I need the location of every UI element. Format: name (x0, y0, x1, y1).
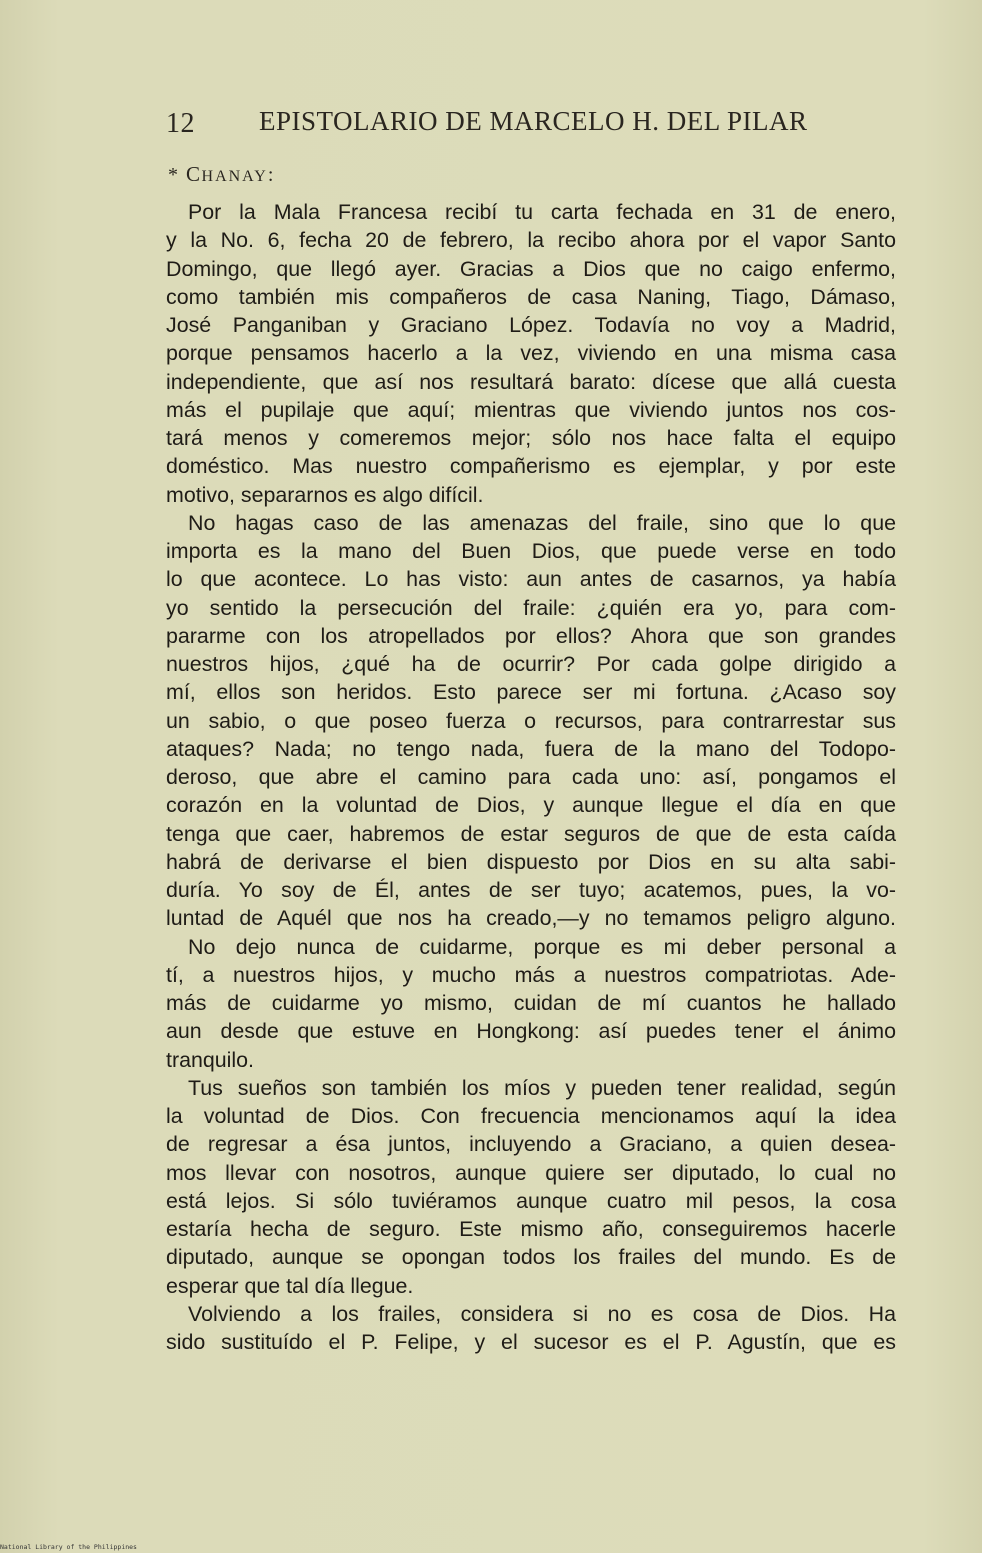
text-line: tará menos y comeremos mejor; sólo nos hace falta el equipo (166, 426, 896, 450)
text-line: José Panganiban y Graciano López. Todavía no voy a Madrid, (166, 313, 896, 337)
text-line: luntad de Aquél que nos ha creado,—y no temamos peligro alguno. (166, 906, 896, 931)
text-line: independiente, que así nos resultará barato: dícese que allá cuesta (166, 369, 896, 394)
text-line: la voluntad de Dios. Con frecuencia mencionamos aquí la idea (166, 1104, 896, 1128)
salutation-initial: C (186, 162, 202, 186)
library-credit: National Library of the Philippines (0, 1543, 137, 1551)
text-line: duría. Yo soy de Él, antes de ser tuyo; acatemos, pues, la vo- (166, 878, 896, 902)
salutation-colon: : (267, 164, 275, 186)
text-line: No dejo nunca de cuidarme, porque es mi deber personal a (188, 934, 896, 959)
page-header (166, 106, 806, 146)
running-title: EPISTOLARIO DE MARCELO H. DEL PILAR (259, 106, 808, 136)
text-line: habrá de derivarse el bien dispuesto por Dios en su alta sabi- (166, 849, 896, 874)
letter-salutation (168, 162, 275, 187)
text-line: sido sustituído el P. Felipe, y el sucesor es el P. Agustín, que es (166, 1330, 896, 1354)
text-line: doméstico. Mas nuestro compañerismo es ejemplar, y por este (166, 454, 896, 479)
text-line: estaría hecha de seguro. Este mismo año, conseguiremos hacerle (166, 1217, 896, 1241)
text-line: más el pupilaje que aquí; mientras que viviendo juntos nos cos- (166, 397, 896, 422)
text-line: tranquilo. (166, 1047, 254, 1072)
text-line: pararme con los atropellados por ellos? Ahora que son grandes (166, 623, 896, 648)
text-line: importa es la mano del Buen Dios, que puede verse en todo (166, 539, 896, 563)
text-line: nuestros hijos, ¿qué ha de ocurrir? Por cada golpe dirigido a (166, 652, 896, 676)
text-line: motivo, separarnos es algo difícil. (166, 482, 484, 507)
text-line: aun desde que estuve en Hongkong: así puedes tener el ánimo (166, 1019, 896, 1044)
text-line: Tus sueños son también los míos y pueden tener realidad, según (188, 1075, 896, 1100)
text-line: No hagas caso de las amenazas del fraile, sino que lo que (188, 510, 896, 535)
text-line: ataques? Nada; no tengo nada, fuera de la mano del Todopo- (166, 736, 896, 761)
text-line: Por la Mala Francesa recibí tu carta fechada en 31 de enero, (188, 200, 896, 224)
text-line: Domingo, que llegó ayer. Gracias a Dios que no caigo enfermo, (166, 256, 896, 281)
text-line: mos llevar con nosotros, aunque quiere ser diputado, lo cual no (166, 1160, 896, 1185)
footnote-marker: * (168, 164, 180, 186)
text-line: corazón en la voluntad de Dios, y aunque llegue el día en que (166, 793, 896, 818)
text-line: diputado, aunque se opongan todos los frailes del mundo. Es de (166, 1245, 896, 1270)
text-line: porque pensamos hacerlo a la vez, viviendo en una misma casa (166, 341, 896, 366)
text-line: yo sentido la persecución del fraile: ¿quién era yo, para com- (166, 595, 896, 620)
page-number: 12 (166, 108, 195, 139)
letter-body (166, 198, 896, 1356)
text-line: mí, ellos son heridos. Esto parece ser mi fortuna. ¿Acaso soy (166, 680, 896, 705)
text-line: tenga que caer, habremos de estar seguros de que de esta caída (166, 821, 896, 846)
text-line: como también mis compañeros de casa Naning, Tiago, Dámaso, (166, 284, 896, 309)
text-line: y la No. 6, fecha 20 de febrero, la recibo ahora por el vapor Santo (166, 228, 896, 253)
salutation-rest: HANAY (201, 168, 268, 185)
text-line: un sabio, o que poseo fuerza o recursos, para contrarrestar sus (166, 708, 896, 733)
text-line: está lejos. Si sólo tuviéramos aunque cuatro mil pesos, la cosa (166, 1188, 896, 1213)
text-line: más de cuidarme yo mismo, cuidan de mí cuantos he hallado (166, 991, 896, 1015)
text-line: de regresar a ésa juntos, incluyendo a Graciano, a quien desea- (166, 1132, 896, 1157)
text-line: tí, a nuestros hijos, y mucho más a nuestros compatriotas. Ade- (166, 962, 896, 987)
text-line: Volviendo a los frailes, considera si no es cosa de Dios. Ha (188, 1301, 896, 1326)
text-line: lo que acontece. Lo has visto: aun antes de casarnos, ya había (166, 567, 896, 592)
text-line: esperar que tal día llegue. (166, 1273, 414, 1298)
text-line: deroso, que abre el camino para cada uno: así, pongamos el (166, 765, 896, 789)
